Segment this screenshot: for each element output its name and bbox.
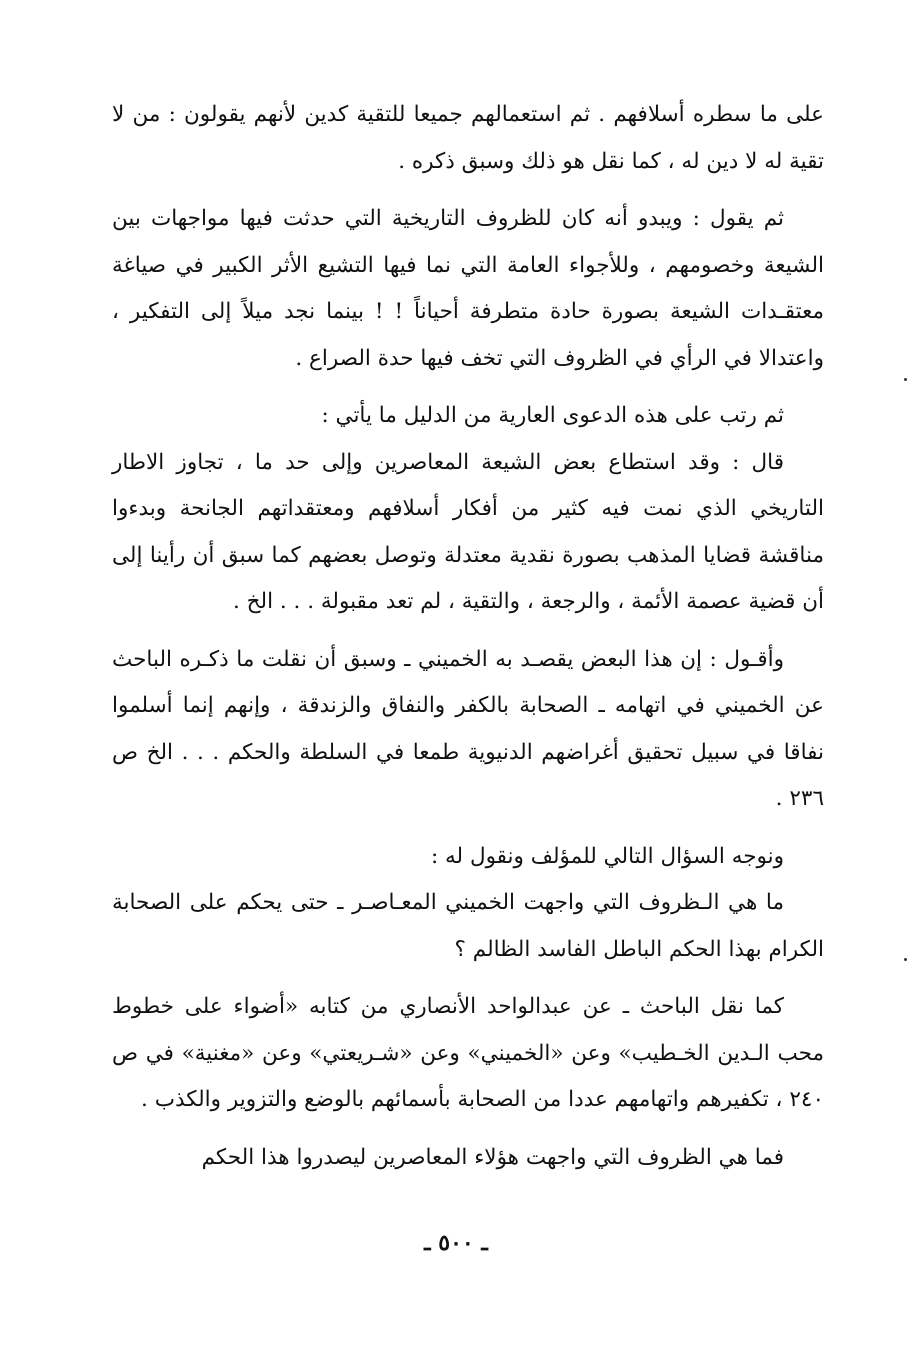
paragraph-2: ثم يقول : ويبدو أنه كان للظروف التاريخية التي حدثت فيها مواجهات بين الشيعة وخصومهم ، وللأجواء العامة التي نما فيها التشيع الأثر الكبير في صياغة معتقـدات الشيعة بصورة حادة متطرفة أحياناً ! ! بينما نجد ميلاً إلى التفكير ، واعتدالا في الرأي في الظروف التي تخف فيها حدة الصراع .: [112, 206, 824, 371]
paragraph-6: ونوجه السؤال التالي للمؤلف ونقول له :: [430, 843, 784, 869]
body-text: [112, 92, 824, 1181]
margin-dot: [904, 958, 907, 961]
paragraph-9: فما هي الظروف التي واجهت هؤلاء المعاصرين ليصدروا هذا الحكم: [201, 1144, 784, 1170]
paragraph-3: ثم رتب على هذه الدعوى العارية من الدليل ما يأتي :: [321, 403, 784, 428]
page-number: ـ ٥٠٠ ـ: [424, 1230, 488, 1256]
margin-dot: [904, 378, 907, 381]
paragraph-1: على ما سطره أسلافهم . ثم استعمالهم جميعا للتقية كدين لأنهم يقولون : من لا تقية له لا دين له ، كما نقل هو ذلك وسبق ذكره .: [112, 102, 824, 174]
paragraph-8: كما نقل الباحث ـ عن عبدالواحد الأنصاري من كتابه «أضواء على خطوط محب الـدين الخـطيب» وعن «الخميني» وعن «شـريعتي» وعن «مغنية» في ص ٢٤٠ ، تكفيرهم واتهامهم عددا من الصحابة بأسمائهم بالوضع والتزوير والكذب .: [112, 994, 824, 1112]
paragraph-4: قال : وقد استطاع بعض الشيعة المعاصرين وإلى حد ما ، تجاوز الاطار التاريخي الذي نمت فيه كثير من أفكار أسلافهم ومعتقداتهم الجانحة وبدءوا مناقشة قضايا المذهب بصورة نقدية معتدلة وتوصل بعضهم كما سبق أن رأينا إلى أن قضية عصمة الأئمة ، والرجعة ، والتقية ، لم تعد مقبولة . . . الخ .: [112, 449, 824, 614]
paragraph-5: وأقـول : إن هذا البعض يقصـد به الخميني ـ وسبق أن نقلت ما ذكـره الباحث عن الخميني في اتهامه ـ الصحابة بالكفر والنفاق والزندقة ، وإنهم إنما أسلموا نفاقا في سبيل تحقيق أغراضهم الدنيوية طمعا في السلطة والحكم . . . الخ ص ٢٣٦ .: [112, 646, 824, 811]
paragraph-7: ما هي الـظروف التي واجهت الخميني المعـاصـر ـ حتى يحكم على الصحابة الكرام بهذا الحكم الباطل الفاسد الظالم ؟: [112, 890, 824, 962]
